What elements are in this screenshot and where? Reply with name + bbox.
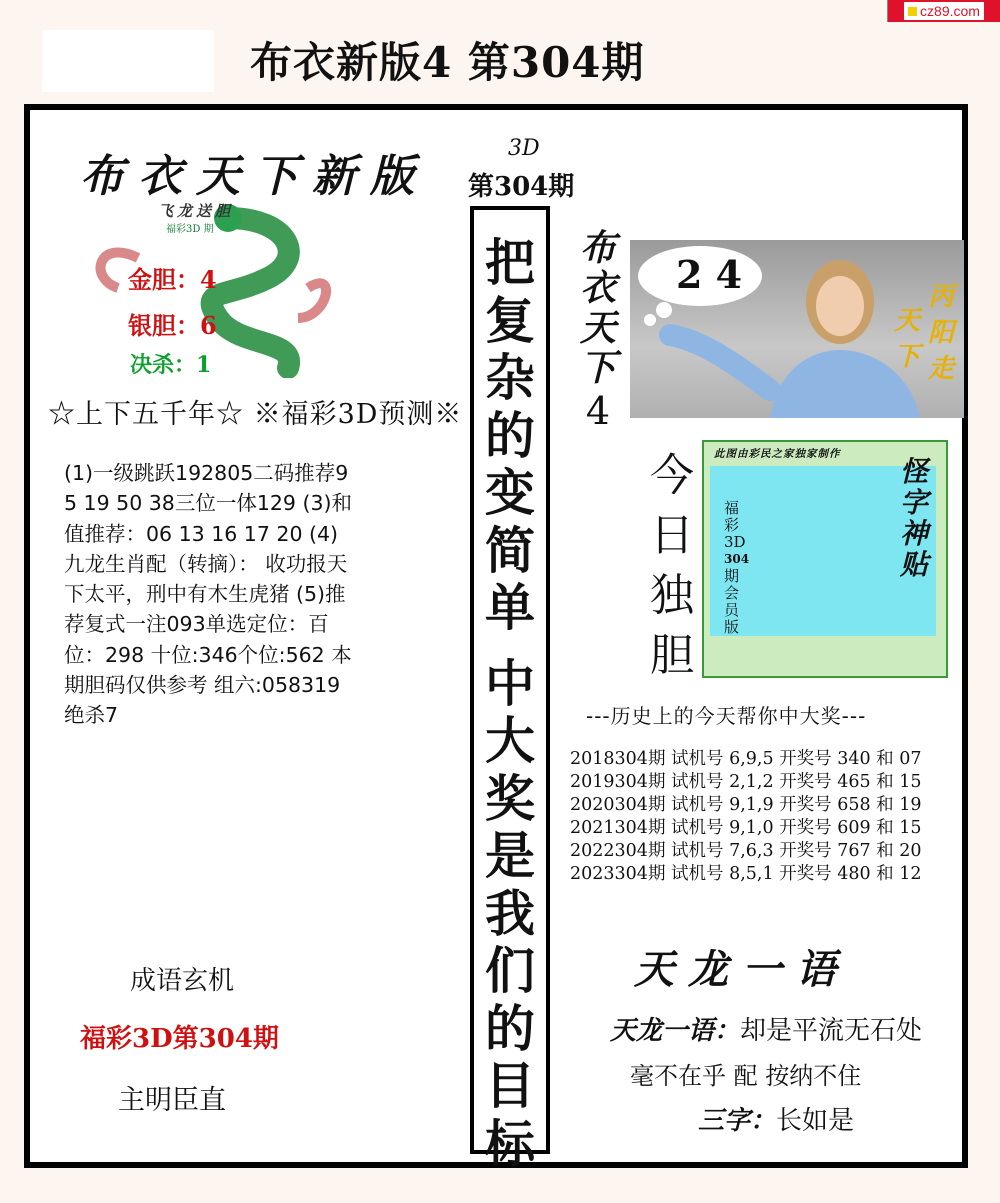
tianlong-line3-text: 长如是 (776, 1106, 855, 1136)
side-note-char: 走 (928, 354, 955, 384)
stars-line: ☆上下五千年☆ ※福彩3D预测※ (48, 399, 463, 430)
brand-title: 布衣天下新版 (80, 151, 428, 202)
slogan-char: 复 (485, 290, 535, 350)
member-vertical-char: 员 (724, 601, 740, 619)
slogan-char: 变 (485, 463, 535, 522)
member-vertical-char: 版 (724, 618, 740, 636)
site-watermark (887, 0, 1000, 22)
promo-photo (630, 240, 964, 418)
issue-number: 第304期 (468, 172, 575, 202)
slogan-char: 中 (485, 653, 535, 713)
page-title: 布衣新版4 第304期 (250, 38, 645, 87)
history-heading: ---历史上的今天帮你中大奖--- (586, 704, 867, 728)
member-vertical-char: 福 (724, 499, 740, 517)
slogan-char: 的 (485, 405, 535, 465)
gold-label: 金胆： (128, 265, 200, 294)
silver-label: 银胆： (128, 311, 200, 340)
slogan-char: 把 (485, 233, 535, 292)
history-row: 2021304期 试机号 9,1,0 开奖号 609 和 15 (570, 818, 922, 838)
kill-value: 1 (196, 352, 212, 378)
slogan-char: 奖 (485, 768, 535, 828)
gold-pick (128, 260, 217, 295)
member-title-char: 怪 (900, 455, 929, 488)
slogan-char: 目 (485, 1056, 535, 1115)
kill-label: 决杀： (130, 352, 197, 378)
member-vertical-char: 期 (724, 567, 740, 585)
poster-frame (24, 104, 968, 1173)
brand-vertical-char: 布 (579, 227, 616, 269)
brand-vertical-char: 下 (579, 347, 616, 389)
tianlong-heading: 天龙一语 (634, 946, 850, 993)
today-char: 胆 (650, 630, 694, 681)
logo-square-icon (908, 7, 917, 16)
brand-vertical-number: 4 (585, 389, 611, 433)
side-note-char: 天 (894, 306, 921, 336)
slogan-char: 我 (485, 883, 535, 943)
today-char: 今 (650, 450, 694, 501)
issue-type: 3D (508, 136, 540, 161)
side-note-char: 阳 (928, 318, 955, 348)
member-vertical-char: 会 (724, 584, 740, 602)
history-row: 2018304期 试机号 6,9,5 开奖号 340 和 07 (570, 749, 922, 769)
side-note-char: 丙 (928, 282, 955, 312)
member-title-char: 神 (900, 517, 929, 550)
member-title-char: 字 (900, 486, 929, 519)
prediction-text: (1)一级跳跃192805二码推荐95 19 50 38三位一体129 (3)和值推荐：06 13 16 17 20 (4)九龙生肖配（转摘）： 收功报天下太平，刑中有木生虎猪 (5)推荐复式一注093单选定位：百位：298 十位:346个位:562 本期胆码仅供参考 组六:058319绝杀7 (64, 461, 353, 728)
idiom-answer: 主明臣直 (118, 1085, 226, 1116)
brand-vertical (568, 228, 628, 434)
slogan-char: 们 (485, 941, 535, 1000)
slogan-column (470, 206, 550, 1173)
tianlong-line3 (698, 1100, 854, 1137)
idiom-issue: 福彩3D第304期 (80, 1024, 279, 1054)
brand-vertical-char: 衣 (579, 267, 616, 309)
tianlong-line2: 毫不在乎 配 按纳不住 (630, 1062, 862, 1090)
today-char: 日 (650, 510, 694, 561)
tianlong-line3-label: 三字： (698, 1106, 777, 1136)
silver-pick (128, 306, 217, 341)
slogan-char: 标 (485, 1113, 535, 1173)
dragon-subtitle: 福彩3D 期 (166, 224, 214, 235)
slogan-char: 的 (485, 998, 535, 1058)
history-row: 2022304期 试机号 7,6,3 开奖号 767 和 20 (570, 841, 922, 861)
member-title-char: 贴 (900, 548, 929, 581)
silver-value: 6 (200, 311, 217, 340)
gold-value: 4 (200, 265, 217, 294)
slogan-char: 杂 (485, 348, 535, 407)
member-vertical-char: 3D (724, 533, 746, 551)
bubble-number: 2 4 (676, 252, 743, 297)
watermark-text: cz89.com (920, 3, 980, 19)
history-row: 2019304期 试机号 2,1,2 开奖号 465 和 15 (570, 772, 922, 792)
member-note: 此图由彩民之家独家制作 (714, 448, 841, 460)
slogan-char: 单 (485, 578, 535, 637)
slogan-char: 简 (485, 520, 535, 580)
dragon-title: 飞龙送胆 (158, 202, 235, 220)
today-pick (642, 446, 702, 686)
history-list (570, 748, 922, 886)
tianlong-line1-text: 却是平流无石处 (740, 1016, 923, 1046)
history-row: 2023304期 试机号 8,5,1 开奖号 480 和 12 (570, 864, 922, 884)
dragon-card (78, 198, 338, 378)
brand-vertical-char: 天 (579, 307, 616, 349)
member-vertical-char: 304 (724, 552, 750, 566)
today-char: 独 (650, 570, 694, 621)
side-note-char: 下 (894, 342, 921, 372)
member-vertical (724, 499, 750, 636)
tianlong-line1-label: 天龙一语： (610, 1016, 741, 1046)
slogan-char: 大 (485, 711, 535, 770)
member-title (900, 456, 932, 580)
idiom-heading: 成语玄机 (130, 966, 235, 996)
tianlong-line1 (610, 1010, 922, 1047)
kill-pick (130, 348, 211, 379)
blank-panel (42, 30, 214, 92)
member-card (702, 440, 948, 678)
member-vertical-char: 彩 (724, 516, 740, 534)
side-note (892, 276, 962, 416)
history-row: 2020304期 试机号 9,1,9 开奖号 658 和 19 (570, 795, 922, 815)
slogan-char: 是 (485, 826, 535, 885)
